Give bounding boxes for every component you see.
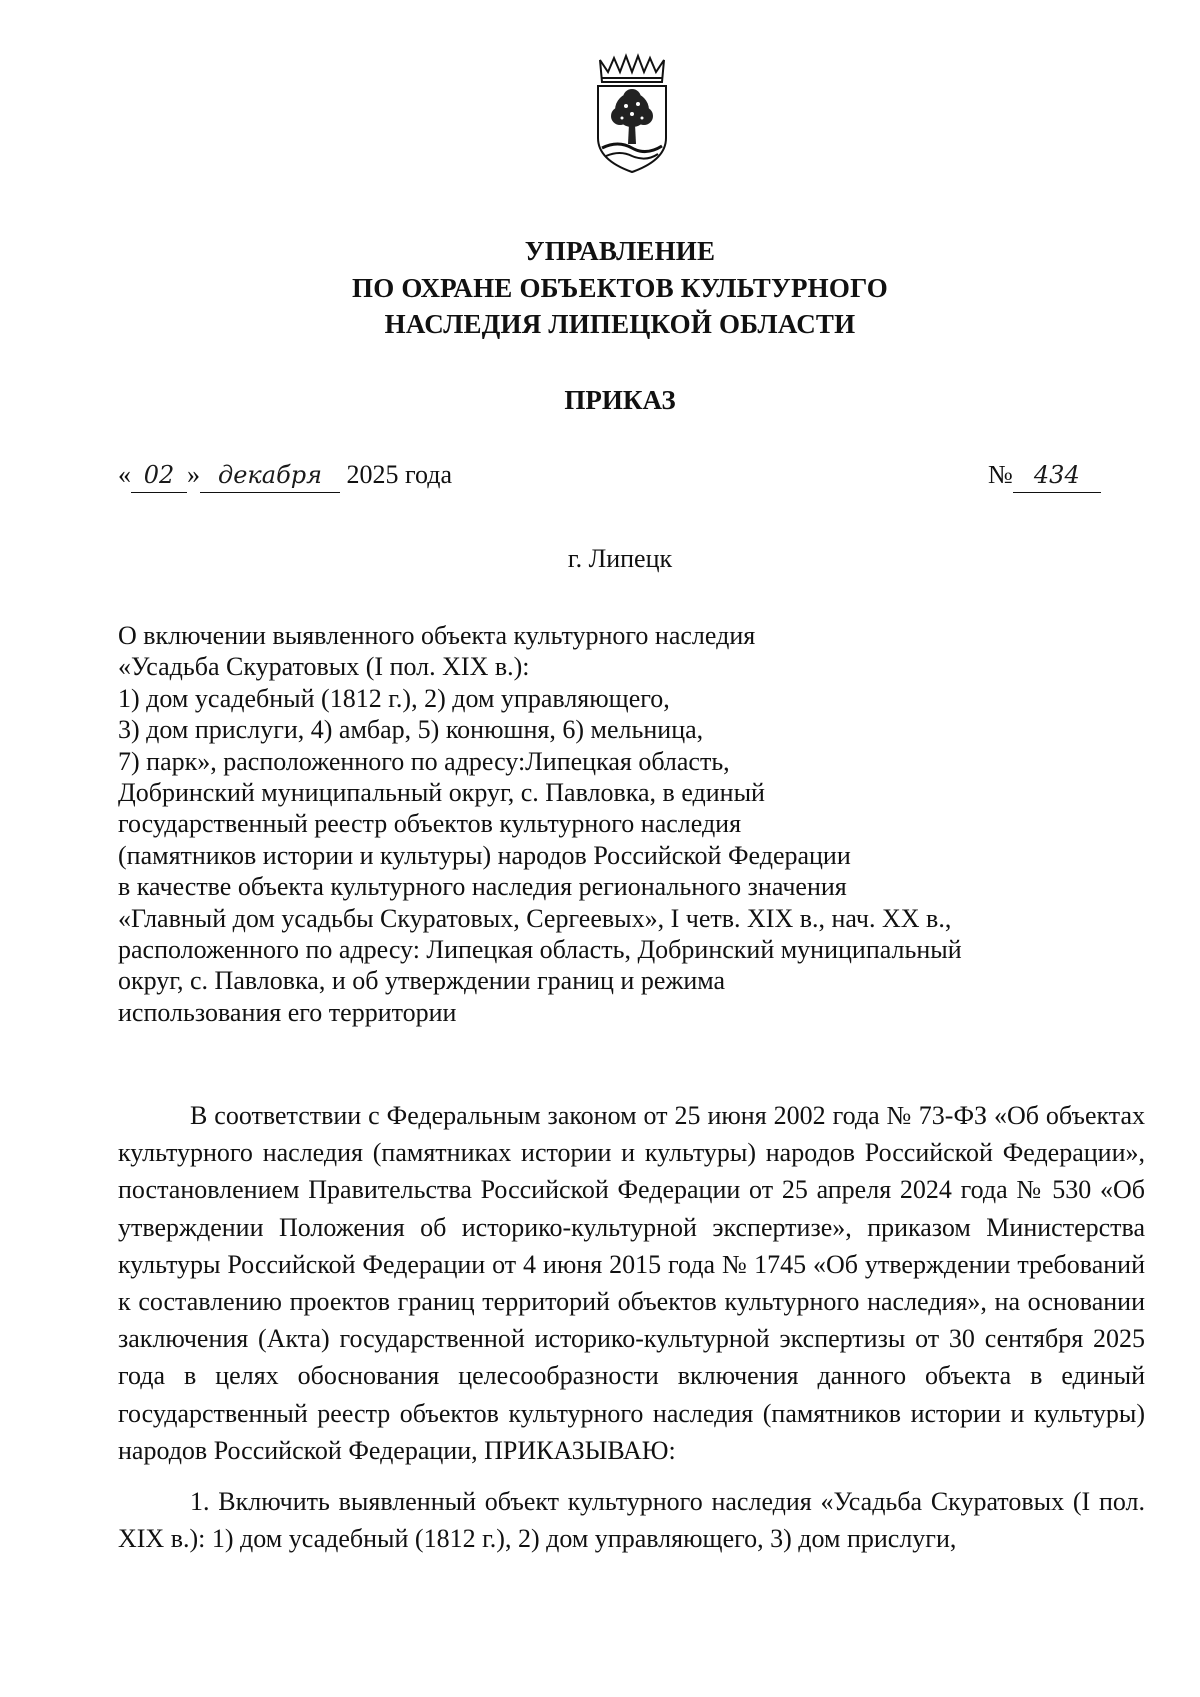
order-date <box>118 458 452 493</box>
subject-line: «Главный дом усадьбы Скуратовых, Сергеевых», I четв. XIX в., нач. XX в., <box>118 903 952 933</box>
agency-line-3: НАСЛЕДИЯ ЛИПЕЦКОЙ ОБЛАСТИ <box>384 309 856 339</box>
clause-1-paragraph: 1. Включить выявленный объект культурного наследия «Усадьба Скуратовых (I пол. XIX в.): 1) дом усадебный (1812 г.), 2) дом управляющего, 3) дом прислуги, <box>118 1487 1145 1554</box>
subject-line: государственный реестр объектов культурного наследия <box>118 809 742 839</box>
subject-line: Добринский муниципальный округ, с. Павловка, в единый <box>118 778 765 808</box>
number-value-handwritten: 434 <box>1013 458 1101 493</box>
subject-line: 7) парк», расположенного по адресу:Липецкая область, <box>118 746 730 776</box>
quote-open: « <box>118 460 131 489</box>
subject-line: использования его территории <box>118 997 457 1027</box>
quote-close: » <box>187 460 200 489</box>
subject-line: округ, с. Павловка, и об утверждении границ и режима <box>118 966 726 996</box>
subject-line: (памятников истории и культуры) народов Российской Федерации <box>118 840 851 870</box>
order-body <box>118 1097 1145 1557</box>
preamble-paragraph: В соответствии с Федеральным законом от 25 июня 2002 года № 73-ФЗ «Об объектах культурного наследия (памятниках истории и культуры) народов Российской Федерации», постановлением Правительства Российской Федерации от 25 апреля 2024 года № 530 «Об утверждении Положения об историко-культурной экспертизе», приказом Министерства культуры Российской Федерации от 4 июня 2015 года № 1745 «Об утверждении требований к составлению проектов границ территорий объектов культурного наследия», на основании заключения (Акта) государственной историко-культурной экспертизы от 30 сентября 2025 года в целях обоснования целесообразности включения данного объекта в единый государственный реестр объектов культурного наследия (памятников истории и культуры) народов Российской Федерации, ПРИКАЗЫВАЮ: <box>118 1101 1145 1465</box>
subject-line: 1) дом усадебный (1812 г.), 2) дом управляющего, <box>118 683 670 713</box>
agency-line-2: ПО ОХРАНЕ ОБЪЕКТОВ КУЛЬТУРНОГО <box>352 272 888 303</box>
city-line: г. Липецк <box>567 544 673 573</box>
document-type-title: ПРИКАЗ <box>564 385 676 415</box>
subject-line: в качестве объекта культурного наследия регионального значения <box>118 872 847 902</box>
date-year: 2025 года <box>346 460 453 489</box>
agency-name <box>0 233 1200 343</box>
subject-line: расположенного по адресу: Липецкая область, Добринский муниципальный <box>118 935 962 965</box>
subject-line: 3) дом прислуги, 4) амбар, 5) конюшня, 6) мельница, <box>118 715 704 745</box>
order-number <box>988 458 1101 493</box>
agency-line-1: УПРАВЛЕНИЕ <box>524 236 716 266</box>
number-label: № <box>988 460 1013 489</box>
subject-line: О включении выявленного объекта культурного наследия <box>118 621 756 650</box>
date-day-handwritten: 02 <box>131 458 187 493</box>
coat-of-arms-icon <box>588 52 676 182</box>
subject-line: «Усадьба Скуратовых (I пол. XIX в.): <box>118 652 530 682</box>
order-subject <box>118 620 1098 1028</box>
date-month-handwritten: декабря <box>200 458 340 493</box>
